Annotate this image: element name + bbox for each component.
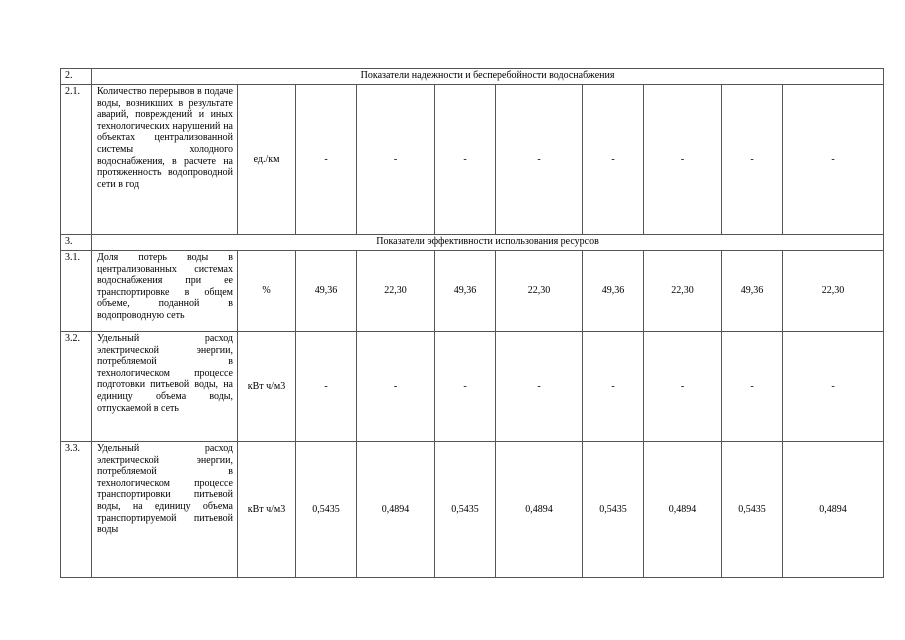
row-value: - [496,332,583,442]
table-row [61,85,884,235]
row-value: - [435,85,496,235]
row-number: 3.1. [61,251,92,332]
row-value: - [783,332,884,442]
row-value: - [296,85,357,235]
row-description: Удельный расход электрической энергии, потребляемой в технологическом процессе транспортировки питьевой воды, на единицу объема транспортируемой питьевой воды [92,442,238,578]
row-number: 3.3. [61,442,92,578]
row-value: 22,30 [644,251,722,332]
row-unit: % [238,251,296,332]
row-value: - [496,85,583,235]
row-value: 49,36 [296,251,357,332]
table-row [61,251,884,332]
section-title: Показатели эффективности использования ресурсов [92,235,884,251]
row-value: 0,5435 [583,442,644,578]
row-value: 0,4894 [357,442,435,578]
row-value: - [722,332,783,442]
row-value: 22,30 [496,251,583,332]
row-value: 0,4894 [783,442,884,578]
row-value: - [357,332,435,442]
row-value: - [644,332,722,442]
row-value: 22,30 [357,251,435,332]
row-value: 49,36 [435,251,496,332]
row-value: 49,36 [583,251,644,332]
row-value: - [644,85,722,235]
section-header-row [61,69,884,85]
row-value: 0,4894 [496,442,583,578]
section-title: Показатели надежности и бесперебойности водоснабжения [92,69,884,85]
table-row [61,332,884,442]
row-unit: кВт ч/м3 [238,442,296,578]
row-value: - [783,85,884,235]
row-value: - [583,332,644,442]
section-number: 3. [61,235,92,251]
section-header-row [61,235,884,251]
row-value: 49,36 [722,251,783,332]
row-value: 0,4894 [644,442,722,578]
section-number: 2. [61,69,92,85]
row-description: Удельный расход электрической энергии, потребляемой в технологическом процессе подготовки питьевой воды, на единицу объема воды, отпускаемой в сеть [92,332,238,442]
row-description: Количество перерывов в подаче воды, возникших в результате аварий, повреждений и иных технологических нарушений на объектах централизованной системы холодного водоснабжения, в расчете на протяженность водопроводной сети в год [92,85,238,235]
row-value: - [357,85,435,235]
row-number: 3.2. [61,332,92,442]
row-value: - [296,332,357,442]
row-description: Доля потерь воды в централизованных системах водоснабжения при ее транспортировке в общем объеме, поданной в водопроводную сеть [92,251,238,332]
row-unit: ед./км [238,85,296,235]
indicators-table [60,68,884,578]
row-value: - [583,85,644,235]
row-value: 0,5435 [722,442,783,578]
row-value: - [435,332,496,442]
row-value: 22,30 [783,251,884,332]
row-number: 2.1. [61,85,92,235]
table-row [61,442,884,578]
row-value: 0,5435 [296,442,357,578]
row-value: - [722,85,783,235]
row-unit: кВт ч/м3 [238,332,296,442]
row-value: 0,5435 [435,442,496,578]
